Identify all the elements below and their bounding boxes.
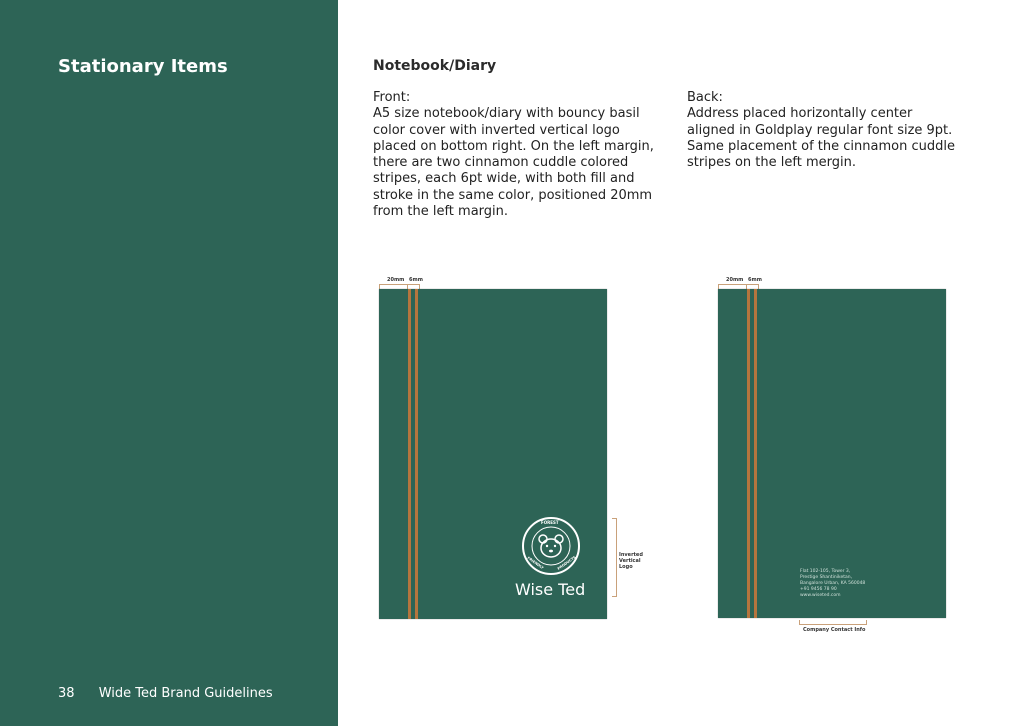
logo-callout-label: Inverted Vertical Logo <box>619 552 643 570</box>
section-title: Stationary Items <box>58 56 228 77</box>
page-number: 38 <box>58 686 75 701</box>
margin-dimension-label: 20mm <box>726 277 744 283</box>
logo-arc-left: FRIENDLY <box>526 555 545 571</box>
logo-callout-bracket <box>612 518 617 597</box>
back-description <box>687 90 962 171</box>
cinnamon-stripe <box>408 289 411 619</box>
logo-badge <box>522 517 580 575</box>
contact-callout-bracket <box>799 620 867 625</box>
logo-arc-right: PRODUCTS <box>556 555 577 571</box>
contact-line: Prestige Shantiniketan, <box>800 575 853 580</box>
cinnamon-stripe <box>754 289 757 618</box>
bear-logo-icon <box>524 519 578 573</box>
back-text: Address placed horizontally center aligned in Goldplay regular font size 9pt. Same placement of the cinnamon cuddle stripes on the left mergin. <box>687 106 955 171</box>
cinnamon-stripe <box>415 289 418 619</box>
footer-title: Wide Ted Brand Guidelines <box>98 686 273 701</box>
front-text: A5 size notebook/diary with bouncy basil color cover with inverted vertical logo placed on bottom right. On the left margin, there are two cinnamon cuddle colored stripes, each 6pt wide, with both fill and stroke in the same color, positioned 20mm from the left margin. <box>373 106 654 220</box>
front-cover <box>379 289 607 619</box>
margin-dimension-label: 20mm <box>387 277 405 283</box>
contact-line: www.wiseted.com <box>800 593 841 598</box>
contact-callout-label: Company Contact Info <box>803 627 866 633</box>
contact-line: Flat 102-105, Tower 3, <box>800 569 851 574</box>
stripe-dimension-label: 6mm <box>748 277 762 283</box>
sidebar <box>0 0 338 726</box>
back-label: Back: <box>687 90 723 105</box>
logo-wordmark: Wise Ted <box>515 580 586 599</box>
contact-line: Bangalore Urban, KA 560048 <box>800 581 866 586</box>
page-heading: Notebook/Diary <box>373 58 497 74</box>
front-label: Front: <box>373 90 411 105</box>
contact-line: +91 9456 78 90 <box>800 587 837 592</box>
contact-info-block <box>800 569 865 599</box>
logo-arc-top: FOREST <box>541 520 559 525</box>
cinnamon-stripe <box>747 289 750 618</box>
front-description <box>373 90 658 220</box>
page-footer <box>58 686 273 701</box>
stripe-dimension-label: 6mm <box>409 277 423 283</box>
back-cover <box>718 289 946 618</box>
